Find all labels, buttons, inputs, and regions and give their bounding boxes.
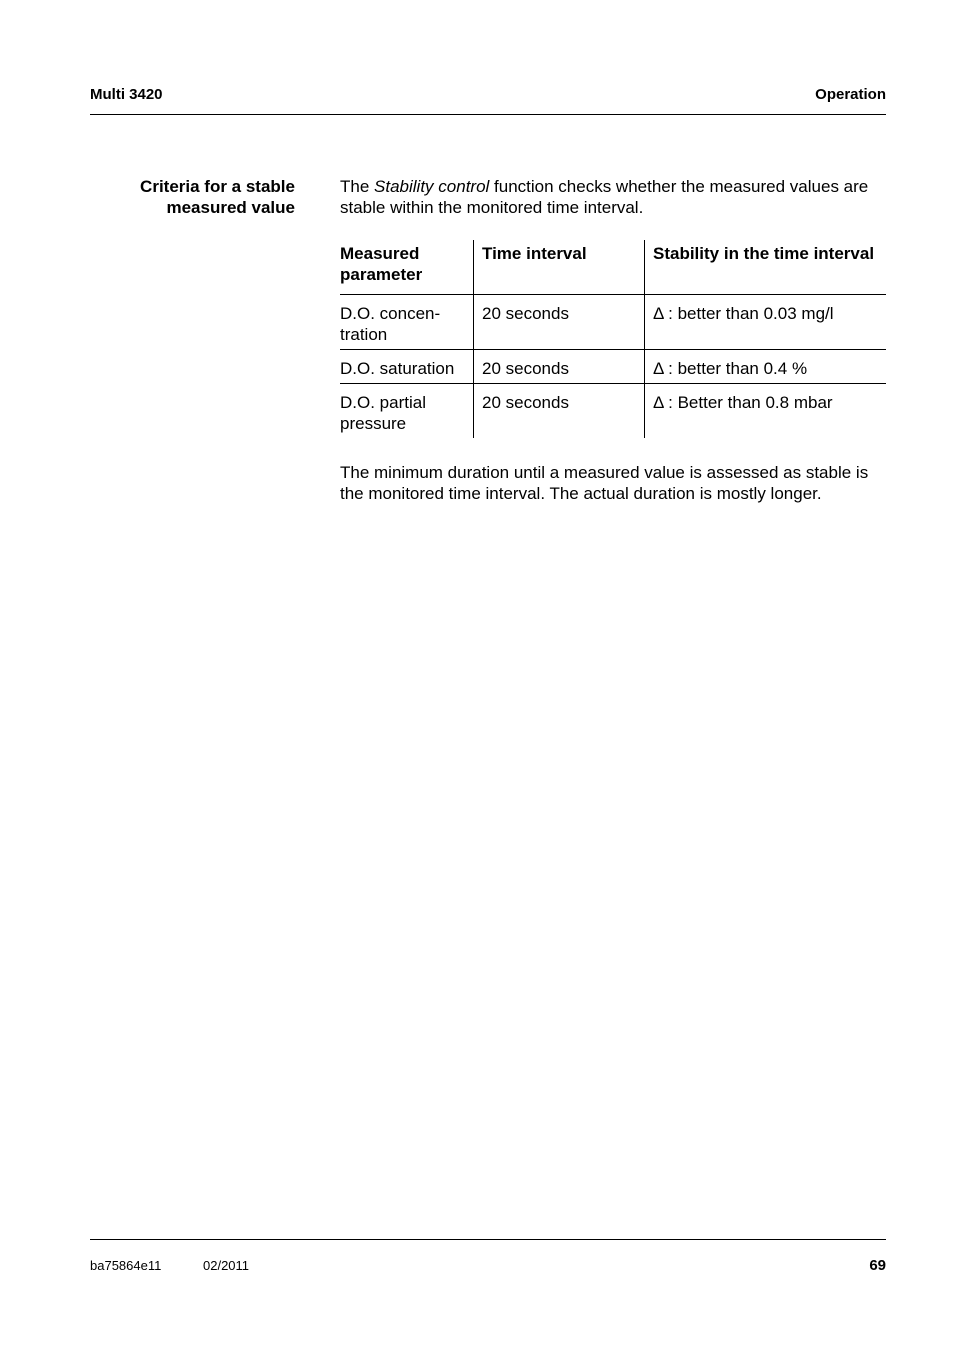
intro-paragraph: [340, 176, 888, 218]
side-heading: Criteria for a stable measured value: [140, 177, 295, 217]
table-row: [340, 295, 886, 350]
intro-text-after: function checks whether the measured values are stable within the monitored time interval.: [340, 177, 869, 217]
cell-stability: Δ : better than 0.03 mg/l: [645, 295, 887, 350]
cell-stability: Δ : better than 0.4 %: [645, 350, 887, 384]
cell-interval: 20 seconds: [474, 295, 645, 350]
intro-text-before: The: [340, 177, 375, 196]
page-number: 69: [869, 1257, 886, 1274]
cell-parameter: D.O. partial pressure: [340, 384, 474, 439]
table-row: [340, 350, 886, 384]
footer-doc-id: ba75864e11: [90, 1258, 162, 1273]
cell-parameter: D.O. concen-tration: [340, 295, 474, 350]
footer-date: 02/2011: [203, 1258, 250, 1273]
header-section: Operation: [815, 86, 886, 103]
cell-parameter: D.O. saturation: [340, 350, 474, 384]
header-stability: Stability in the time interval: [645, 240, 887, 295]
header-measured-parameter: Measured parameter: [340, 244, 423, 284]
stability-criteria-table: [340, 240, 886, 438]
note-paragraph: The minimum duration until a measured value is assessed as stable is the monitored time interval. The actual duration is mostly longer.: [340, 463, 869, 503]
page-footer: [90, 1239, 886, 1280]
header-product: Multi 3420: [90, 86, 163, 103]
cell-interval: 20 seconds: [474, 384, 645, 439]
header-time-interval: Time interval: [474, 240, 645, 295]
table-header-row: [340, 240, 886, 295]
table-row: [340, 384, 886, 439]
function-name: Stability control: [374, 177, 490, 196]
cell-stability: Δ : Better than 0.8 mbar: [645, 384, 887, 439]
cell-interval: 20 seconds: [474, 350, 645, 384]
page-header: [90, 86, 886, 115]
